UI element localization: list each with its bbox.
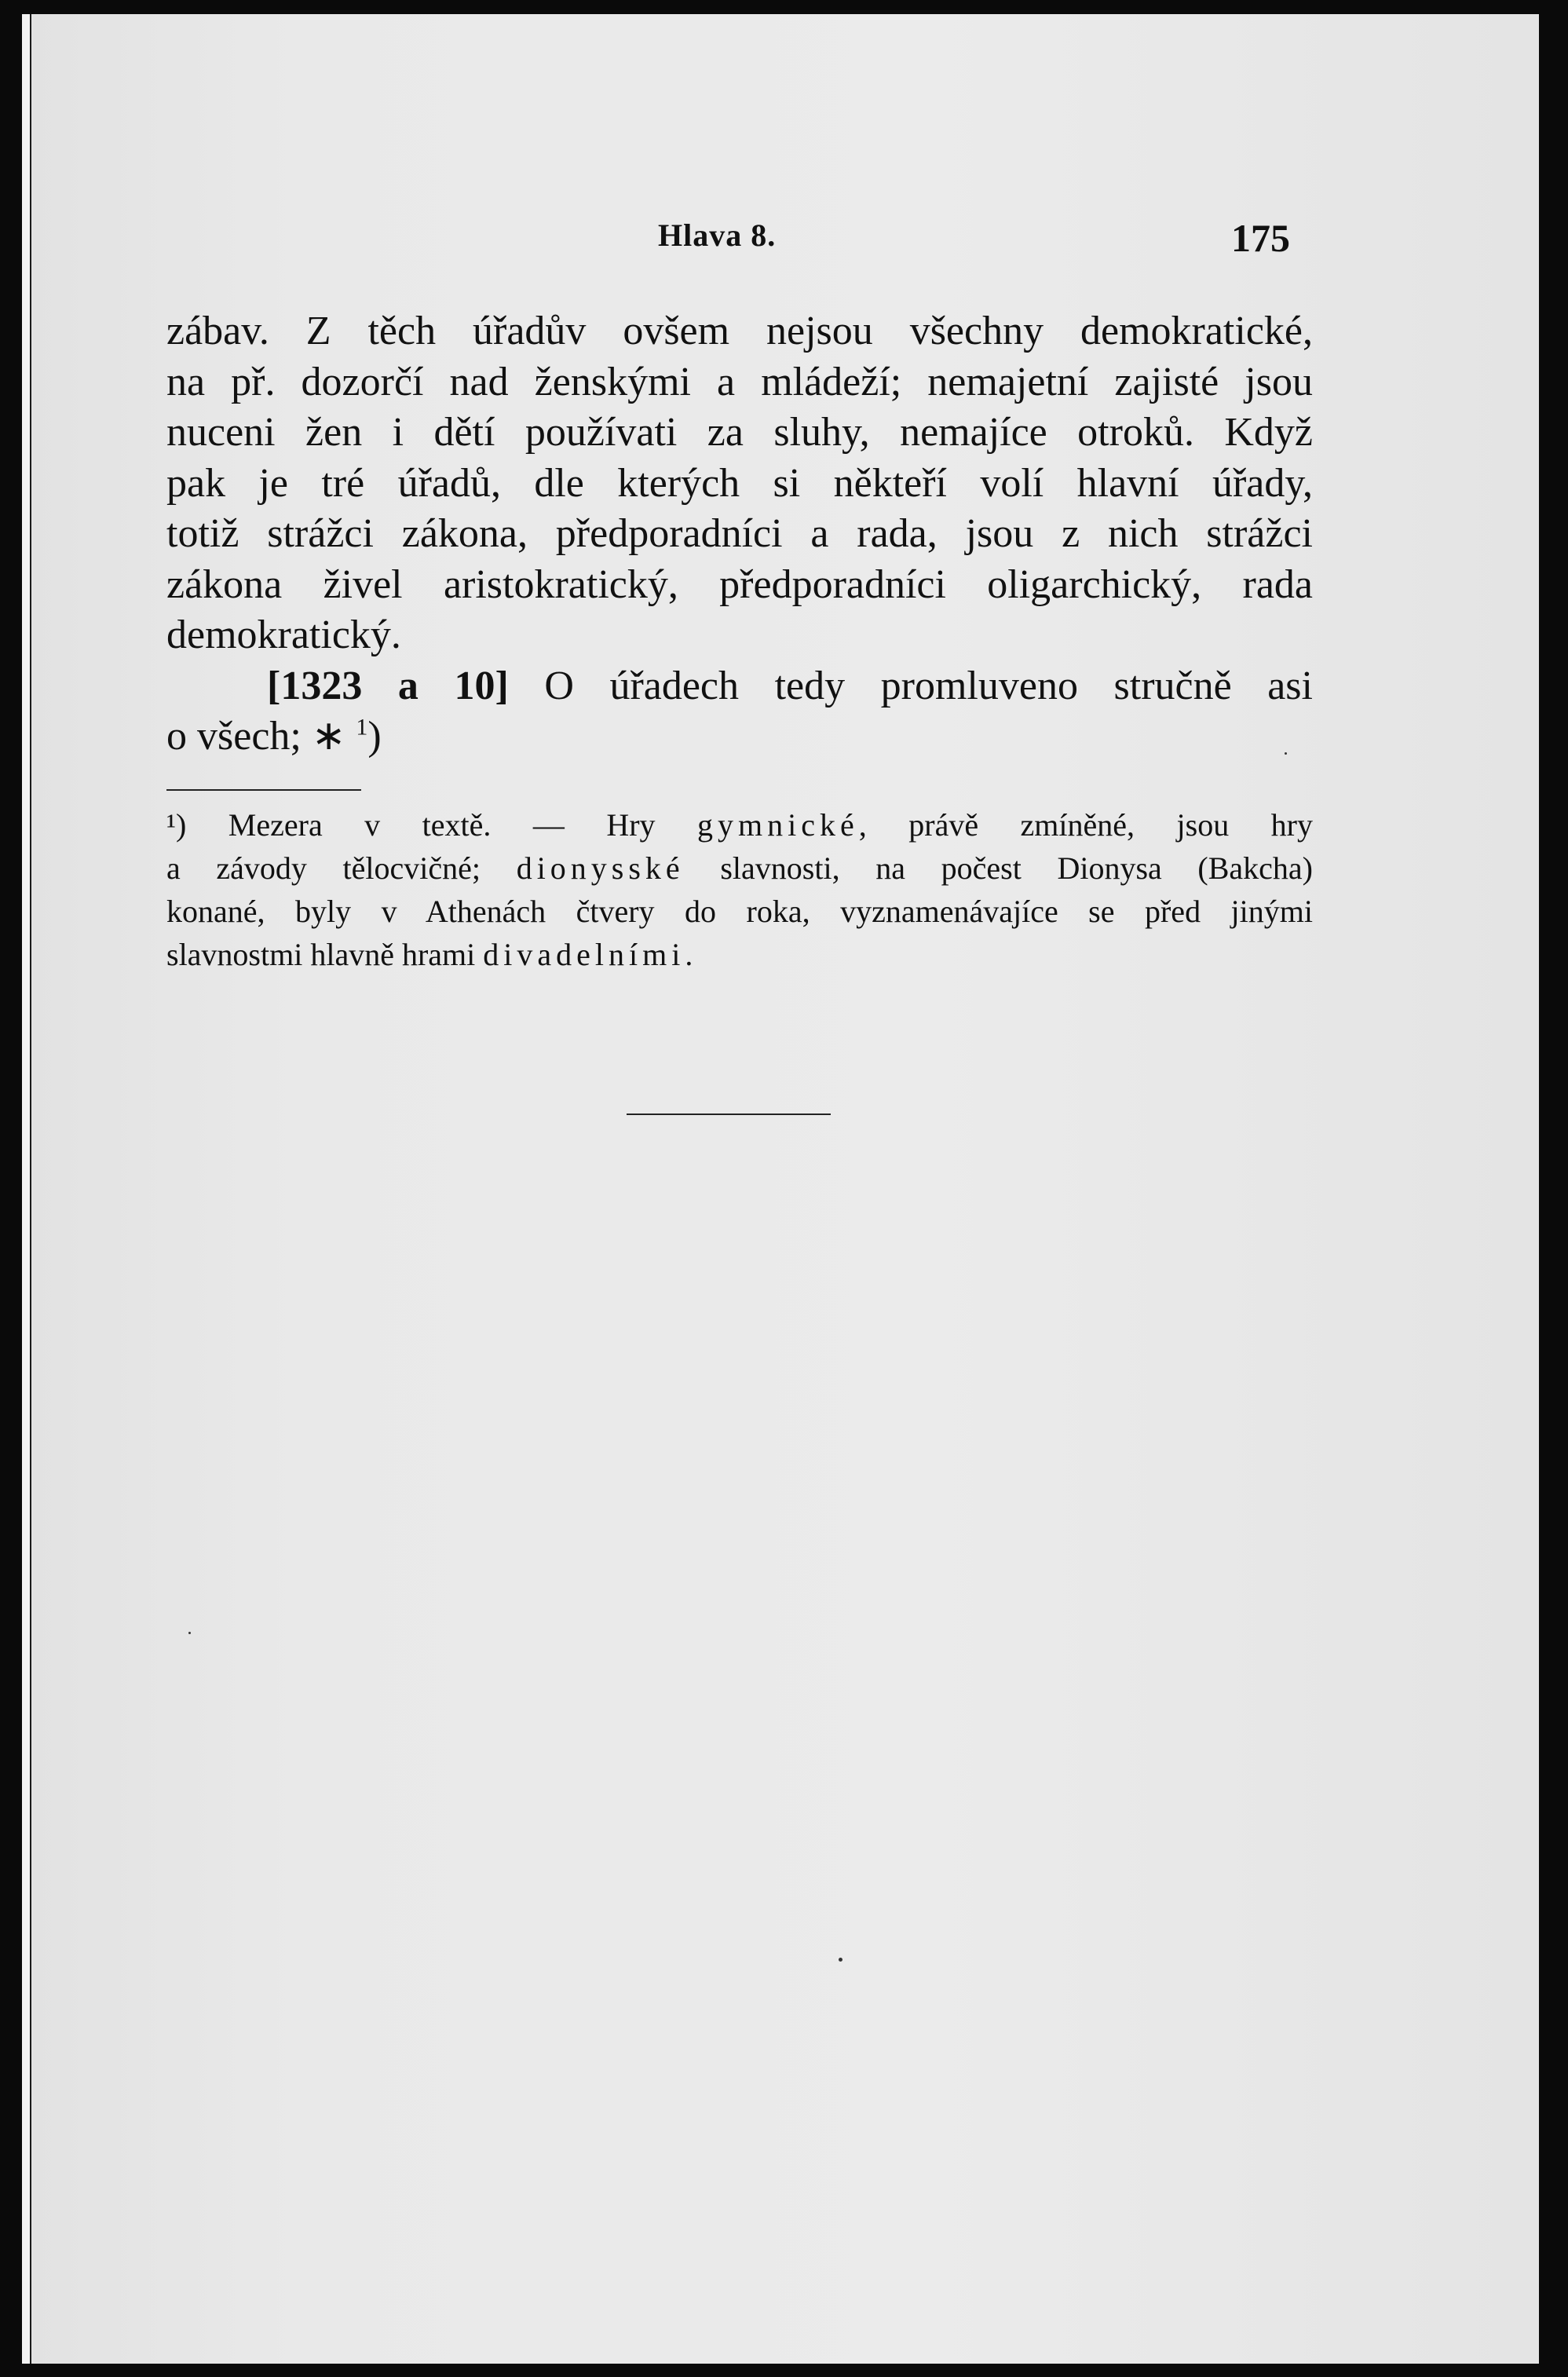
- reference-line: [166, 661, 1313, 712]
- text-line: nuceni žen i dětí používati za sluhy, nemajíce otroků. Když: [166, 410, 1313, 455]
- text-line: zákona živel aristokratický, předporadníci oligarchický, rada: [166, 561, 1313, 607]
- footnote-ref-paren: ): [367, 714, 382, 759]
- footnote-line: konané, byly v Athenách čtvery do roka, vyznamenávajíce se před jinými: [166, 894, 1313, 929]
- text-line: demokratický.: [166, 613, 401, 657]
- footnote-line: [166, 933, 1313, 976]
- footnote: [166, 803, 1313, 976]
- footnote-text-part: .: [685, 937, 693, 972]
- bekker-reference: [1323 a 10]: [267, 663, 509, 708]
- footnote-ref-number: 1: [356, 714, 368, 741]
- footnote-text-part: , právě zmíněné, jsou hry: [858, 807, 1313, 843]
- footnote-text-part: Mezera v textě. — Hry: [228, 807, 698, 843]
- page-left-edge: [22, 14, 31, 2364]
- footnote-separator: [166, 789, 361, 791]
- footnote-spaced-word: dionysské: [516, 850, 685, 886]
- text-line: pak je tré úřadů, dle kterých si někteří volí hlavní úřady,: [166, 460, 1313, 506]
- text-line: totiž strážci zákona, předporadníci a rada, jsou z nich strážci: [166, 511, 1313, 556]
- paper-speck: [188, 1632, 191, 1634]
- paper-speck: [839, 1958, 842, 1962]
- footnote-spaced-word: gymnické: [697, 807, 859, 843]
- footnote-text-part: slavnosti, na počest Dionysa (Bakcha): [684, 850, 1313, 886]
- text-line: na př. dozorčí nad ženskými a mládeží; nemajetní zajisté jsou: [166, 359, 1313, 404]
- paper-speck: [1285, 752, 1287, 755]
- footnote-marker: ¹): [166, 807, 187, 843]
- book-page: [22, 14, 1539, 2364]
- running-head: Hlava 8.: [658, 218, 777, 253]
- main-text: [166, 306, 1313, 762]
- page-header: [22, 217, 1539, 272]
- footnote-text-part: a závody tělocvičné;: [166, 850, 517, 886]
- text-line: zábav. Z těch úřadův ovšem nejsou všechny demokratické,: [166, 309, 1313, 353]
- footnote-line: [166, 803, 1313, 847]
- reference-line-text: O úřadech tedy promluveno stručně asi: [544, 663, 1313, 708]
- footnote-line: [166, 847, 1313, 890]
- final-line-text: o všech; ∗: [166, 714, 346, 759]
- footnote-spaced-word: divadelními: [483, 937, 685, 972]
- page-number: 175: [1231, 216, 1290, 260]
- text-line-final: [166, 711, 1313, 762]
- footnote-text-part: slavnostmi hlavně hrami: [166, 937, 484, 972]
- end-of-chapter-rule: [627, 1114, 831, 1115]
